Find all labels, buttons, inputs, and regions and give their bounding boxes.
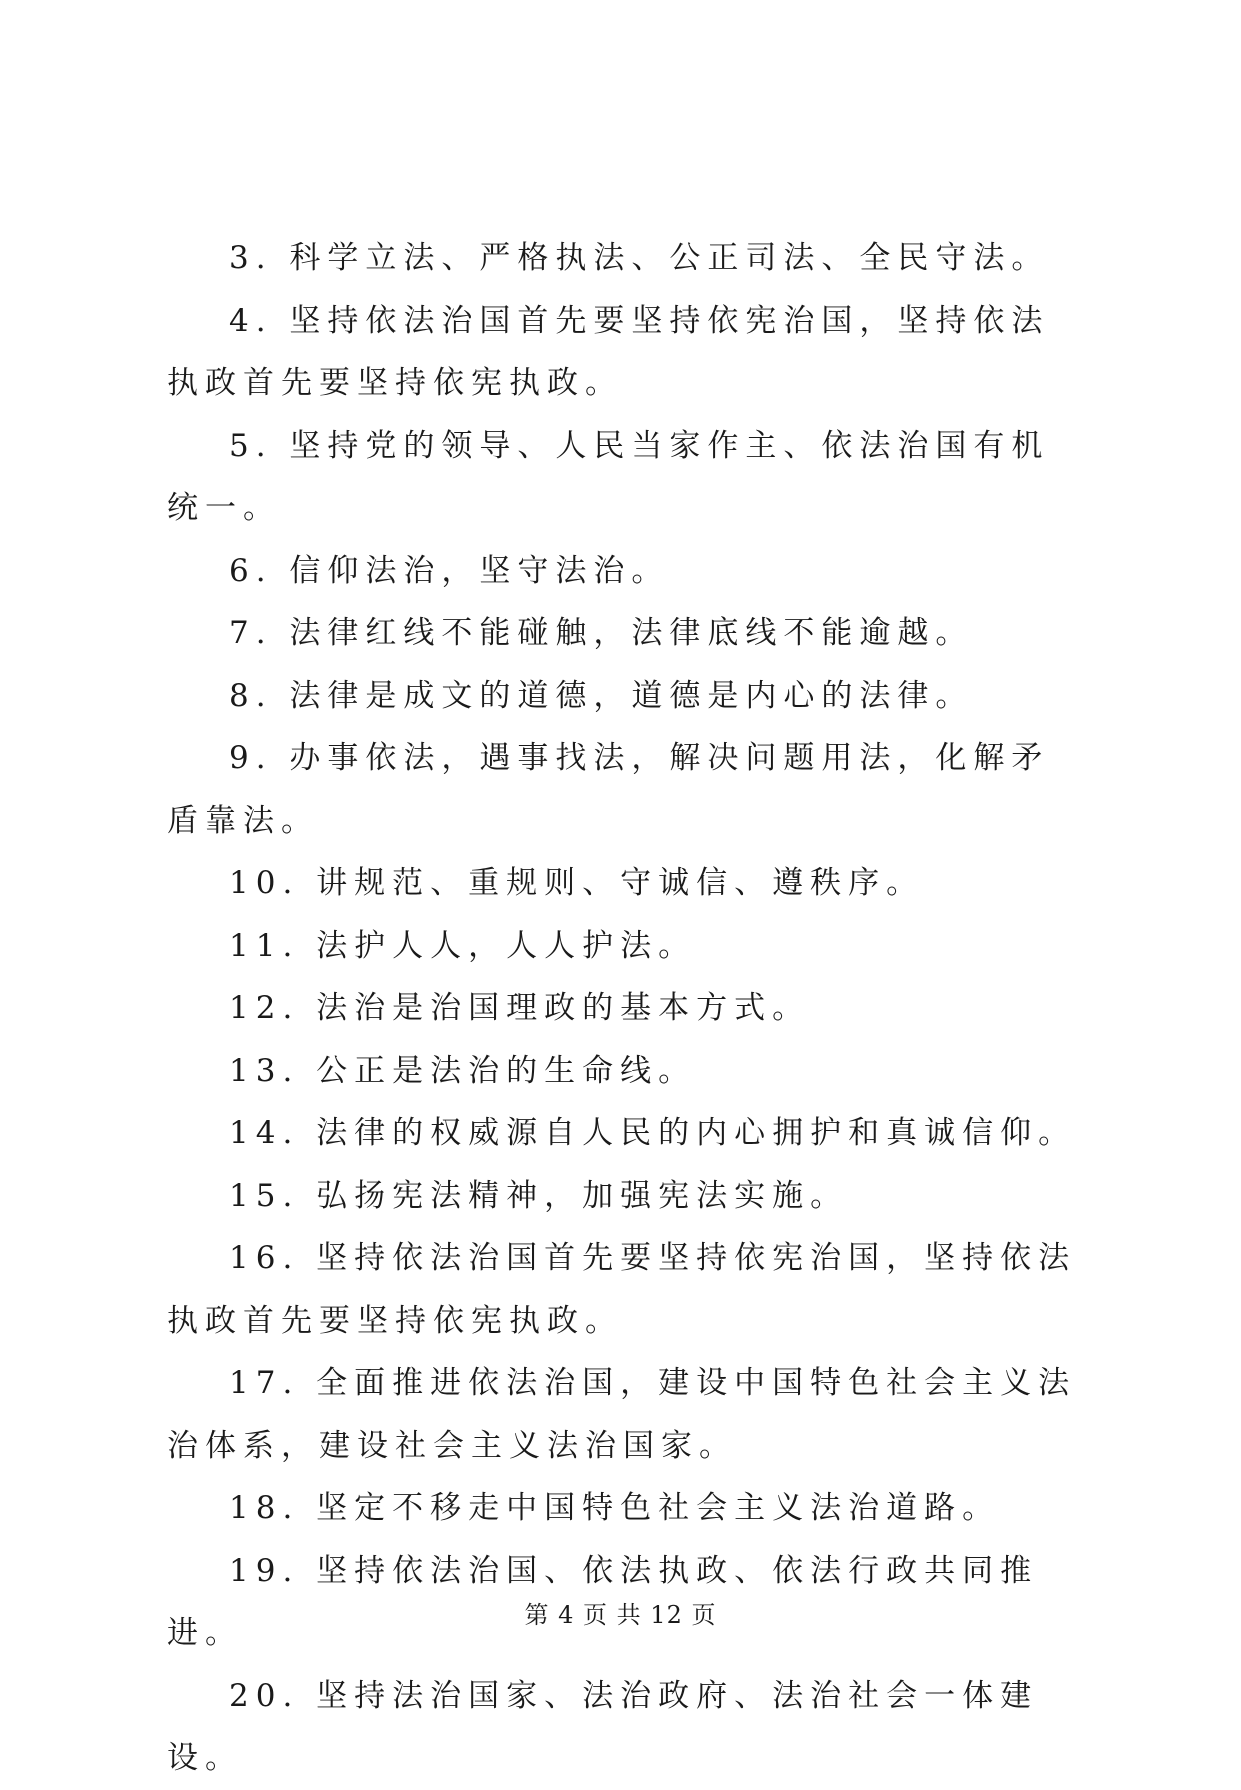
list-item: 17. 全面推进依法治国，建设中国特色社会主义法治体系，建设社会主义法治国家。 <box>167 1365 1077 1464</box>
list-item: 13. 公正是法治的生命线。 <box>229 1052 697 1089</box>
list-item: 10. 讲规范、重规则、守诚信、遵秩序。 <box>229 865 925 901</box>
list-item: 12. 法治是治国理政的基本方式。 <box>229 990 811 1026</box>
list-item: 6. 信仰法治，坚守法治。 <box>229 552 670 589</box>
list-item: 5. 坚持党的领导、人民当家作主、依法治国有机统一。 <box>167 427 1050 526</box>
list-item: 4. 坚持依法治国首先要坚持依宪治国，坚持依法执政首先要坚持依宪执政。 <box>167 302 1050 401</box>
list-item: 3. 科学立法、严格执法、公正司法、全民守法。 <box>229 240 1050 276</box>
list-item: 16. 坚持依法治国首先要坚持依宪治国，坚持依法执政首先要坚持依宪执政。 <box>167 1240 1077 1339</box>
list-item: 18. 坚定不移走中国特色社会主义法治道路。 <box>229 1490 1001 1526</box>
list-item: 7. 法律红线不能碰触，法律底线不能逾越。 <box>229 615 974 651</box>
list-item: 14. 法律的权威源自人民的内心拥护和真诚信仰。 <box>229 1115 1077 1151</box>
list-item: 15. 弘扬宪法精神，加强宪法实施。 <box>229 1177 849 1214</box>
list-item: 9. 办事依法，遇事找法，解决问题用法，化解矛盾靠法。 <box>167 740 1050 839</box>
list-item: 8. 法律是成文的道德，道德是内心的法律。 <box>229 677 974 714</box>
list-item: 20. 坚持法治国家、法治政府、法治社会一体建设。 <box>167 1677 1039 1776</box>
page-number-footer: 第 4 页 共 12 页 <box>524 1601 717 1629</box>
document-body <box>167 227 1085 1790</box>
list-item: 11. 法护人人，人人护法。 <box>229 927 697 964</box>
list-item: 19. 坚持依法治国、依法执政、依法行政共同推进。 <box>167 1552 1039 1651</box>
